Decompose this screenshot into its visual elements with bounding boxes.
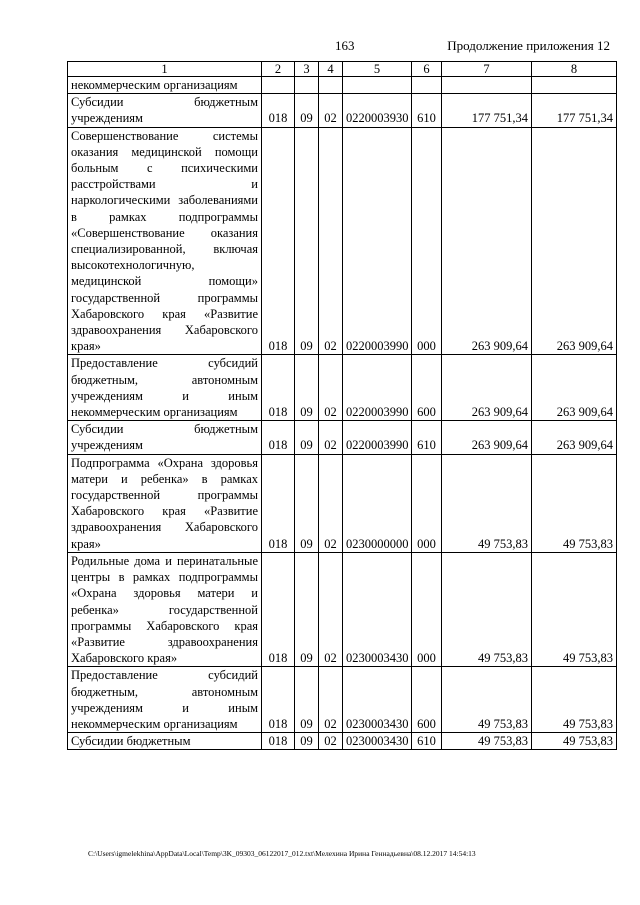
row-name: Субсидии бюджетным учреждениям <box>68 421 262 454</box>
cell-type: 610 <box>412 94 442 127</box>
cell-type: 610 <box>412 733 442 750</box>
row-name: Предоставление субсидий бюджетным, автономным учреждениям и иным некоммерческим организациям <box>68 355 262 421</box>
column-header: 3 <box>295 62 319 77</box>
cell-section: 09 <box>295 355 319 421</box>
cell-amount: 263 909,64 <box>442 355 532 421</box>
cell-amount <box>442 77 532 94</box>
cell-amount-2: 49 753,83 <box>532 667 617 733</box>
cell-subsection: 02 <box>319 94 343 127</box>
cell-subsection: 02 <box>319 454 343 552</box>
cell-amount: 263 909,64 <box>442 127 532 355</box>
column-header: 8 <box>532 62 617 77</box>
cell-type: 000 <box>412 127 442 355</box>
cell-section: 09 <box>295 421 319 454</box>
cell-code: 018 <box>262 127 295 355</box>
table-row <box>68 77 617 94</box>
cell-amount-2: 263 909,64 <box>532 355 617 421</box>
column-header: 4 <box>319 62 343 77</box>
cell-type: 000 <box>412 552 442 666</box>
cell-target <box>343 77 412 94</box>
cell-amount: 263 909,64 <box>442 421 532 454</box>
cell-subsection: 02 <box>319 355 343 421</box>
header-row <box>68 62 617 77</box>
cell-code: 018 <box>262 667 295 733</box>
cell-type <box>412 77 442 94</box>
column-header: 7 <box>442 62 532 77</box>
cell-target: 0230003430 <box>343 667 412 733</box>
cell-section <box>295 77 319 94</box>
cell-subsection: 02 <box>319 667 343 733</box>
cell-target: 0220003930 <box>343 94 412 127</box>
cell-section: 09 <box>295 733 319 750</box>
cell-code: 018 <box>262 454 295 552</box>
page-number: 163 <box>335 38 355 53</box>
cell-amount-2: 177 751,34 <box>532 94 617 127</box>
cell-type: 600 <box>412 667 442 733</box>
column-header: 6 <box>412 62 442 77</box>
cell-amount-2: 49 753,83 <box>532 552 617 666</box>
table-row <box>68 552 617 666</box>
cell-type: 600 <box>412 355 442 421</box>
row-name: Подпрограмма «Охрана здоровья матери и ребенка» в рамках государственной программы Хабаровского края «Развитие здравоохранения Хабаровского края» <box>68 454 262 552</box>
row-name: Родильные дома и перинатальные центры в рамках подпрограммы «Охрана здоровья матери и ребенка» государственной программы Хабаровского края «Развитие здравоохранения Хабаровского края» <box>68 552 262 666</box>
row-name: Предоставление субсидий бюджетным, автономным учреждениям и иным некоммерческим организациям <box>68 667 262 733</box>
cell-section: 09 <box>295 94 319 127</box>
cell-type: 610 <box>412 421 442 454</box>
cell-section: 09 <box>295 127 319 355</box>
row-name: Совершенствование системы оказания медицинской помощи больным с психическими расстройствами и наркологическими заболеваниями в рамках подпрограммы «Совершенствование оказания специализированной, включая высокотехнологичную, медицинской помощи» государственной программы Хабаровского края «Развитие здравоохранения Хабаровского края» <box>68 127 262 355</box>
continuation-title: Продолжение приложения 12 <box>447 38 610 53</box>
cell-subsection: 02 <box>319 421 343 454</box>
cell-code: 018 <box>262 733 295 750</box>
table-row <box>68 454 617 552</box>
cell-amount: 49 753,83 <box>442 454 532 552</box>
cell-subsection: 02 <box>319 552 343 666</box>
cell-amount: 49 753,83 <box>442 667 532 733</box>
cell-target: 0220003990 <box>343 355 412 421</box>
row-name: Субсидии бюджетным учреждениям <box>68 94 262 127</box>
page-header <box>0 38 640 56</box>
table-row <box>68 94 617 127</box>
column-header: 1 <box>68 62 262 77</box>
column-header: 5 <box>343 62 412 77</box>
budget-table <box>67 61 617 750</box>
column-header: 2 <box>262 62 295 77</box>
cell-section: 09 <box>295 552 319 666</box>
table-row <box>68 127 617 355</box>
cell-target: 0220003990 <box>343 127 412 355</box>
cell-target: 0230000000 <box>343 454 412 552</box>
cell-amount: 49 753,83 <box>442 552 532 666</box>
cell-code: 018 <box>262 552 295 666</box>
cell-subsection: 02 <box>319 733 343 750</box>
cell-amount-2: 49 753,83 <box>532 454 617 552</box>
cell-amount: 177 751,34 <box>442 94 532 127</box>
cell-type: 000 <box>412 454 442 552</box>
cell-amount-2 <box>532 77 617 94</box>
cell-section: 09 <box>295 667 319 733</box>
cell-section: 09 <box>295 454 319 552</box>
row-name: некоммерческим организациям <box>68 77 262 94</box>
cell-subsection: 02 <box>319 127 343 355</box>
cell-code <box>262 77 295 94</box>
table-row <box>68 733 617 750</box>
cell-target: 0230003430 <box>343 552 412 666</box>
file-path-footer: C:\Users\igmelekhina\AppData\Local\Temp\3K_09303_06122017_012.txt\Мелехина Ирина Геннадьевна\08.12.2017 14:54:13 <box>88 849 476 858</box>
cell-amount-2: 263 909,64 <box>532 421 617 454</box>
table-row <box>68 667 617 733</box>
cell-subsection <box>319 77 343 94</box>
cell-amount-2: 49 753,83 <box>532 733 617 750</box>
cell-amount-2: 263 909,64 <box>532 127 617 355</box>
row-name: Субсидии бюджетным <box>68 733 262 750</box>
cell-target: 0230003430 <box>343 733 412 750</box>
table-row <box>68 421 617 454</box>
cell-code: 018 <box>262 94 295 127</box>
cell-code: 018 <box>262 421 295 454</box>
cell-code: 018 <box>262 355 295 421</box>
cell-target: 0220003990 <box>343 421 412 454</box>
cell-amount: 49 753,83 <box>442 733 532 750</box>
table-row <box>68 355 617 421</box>
